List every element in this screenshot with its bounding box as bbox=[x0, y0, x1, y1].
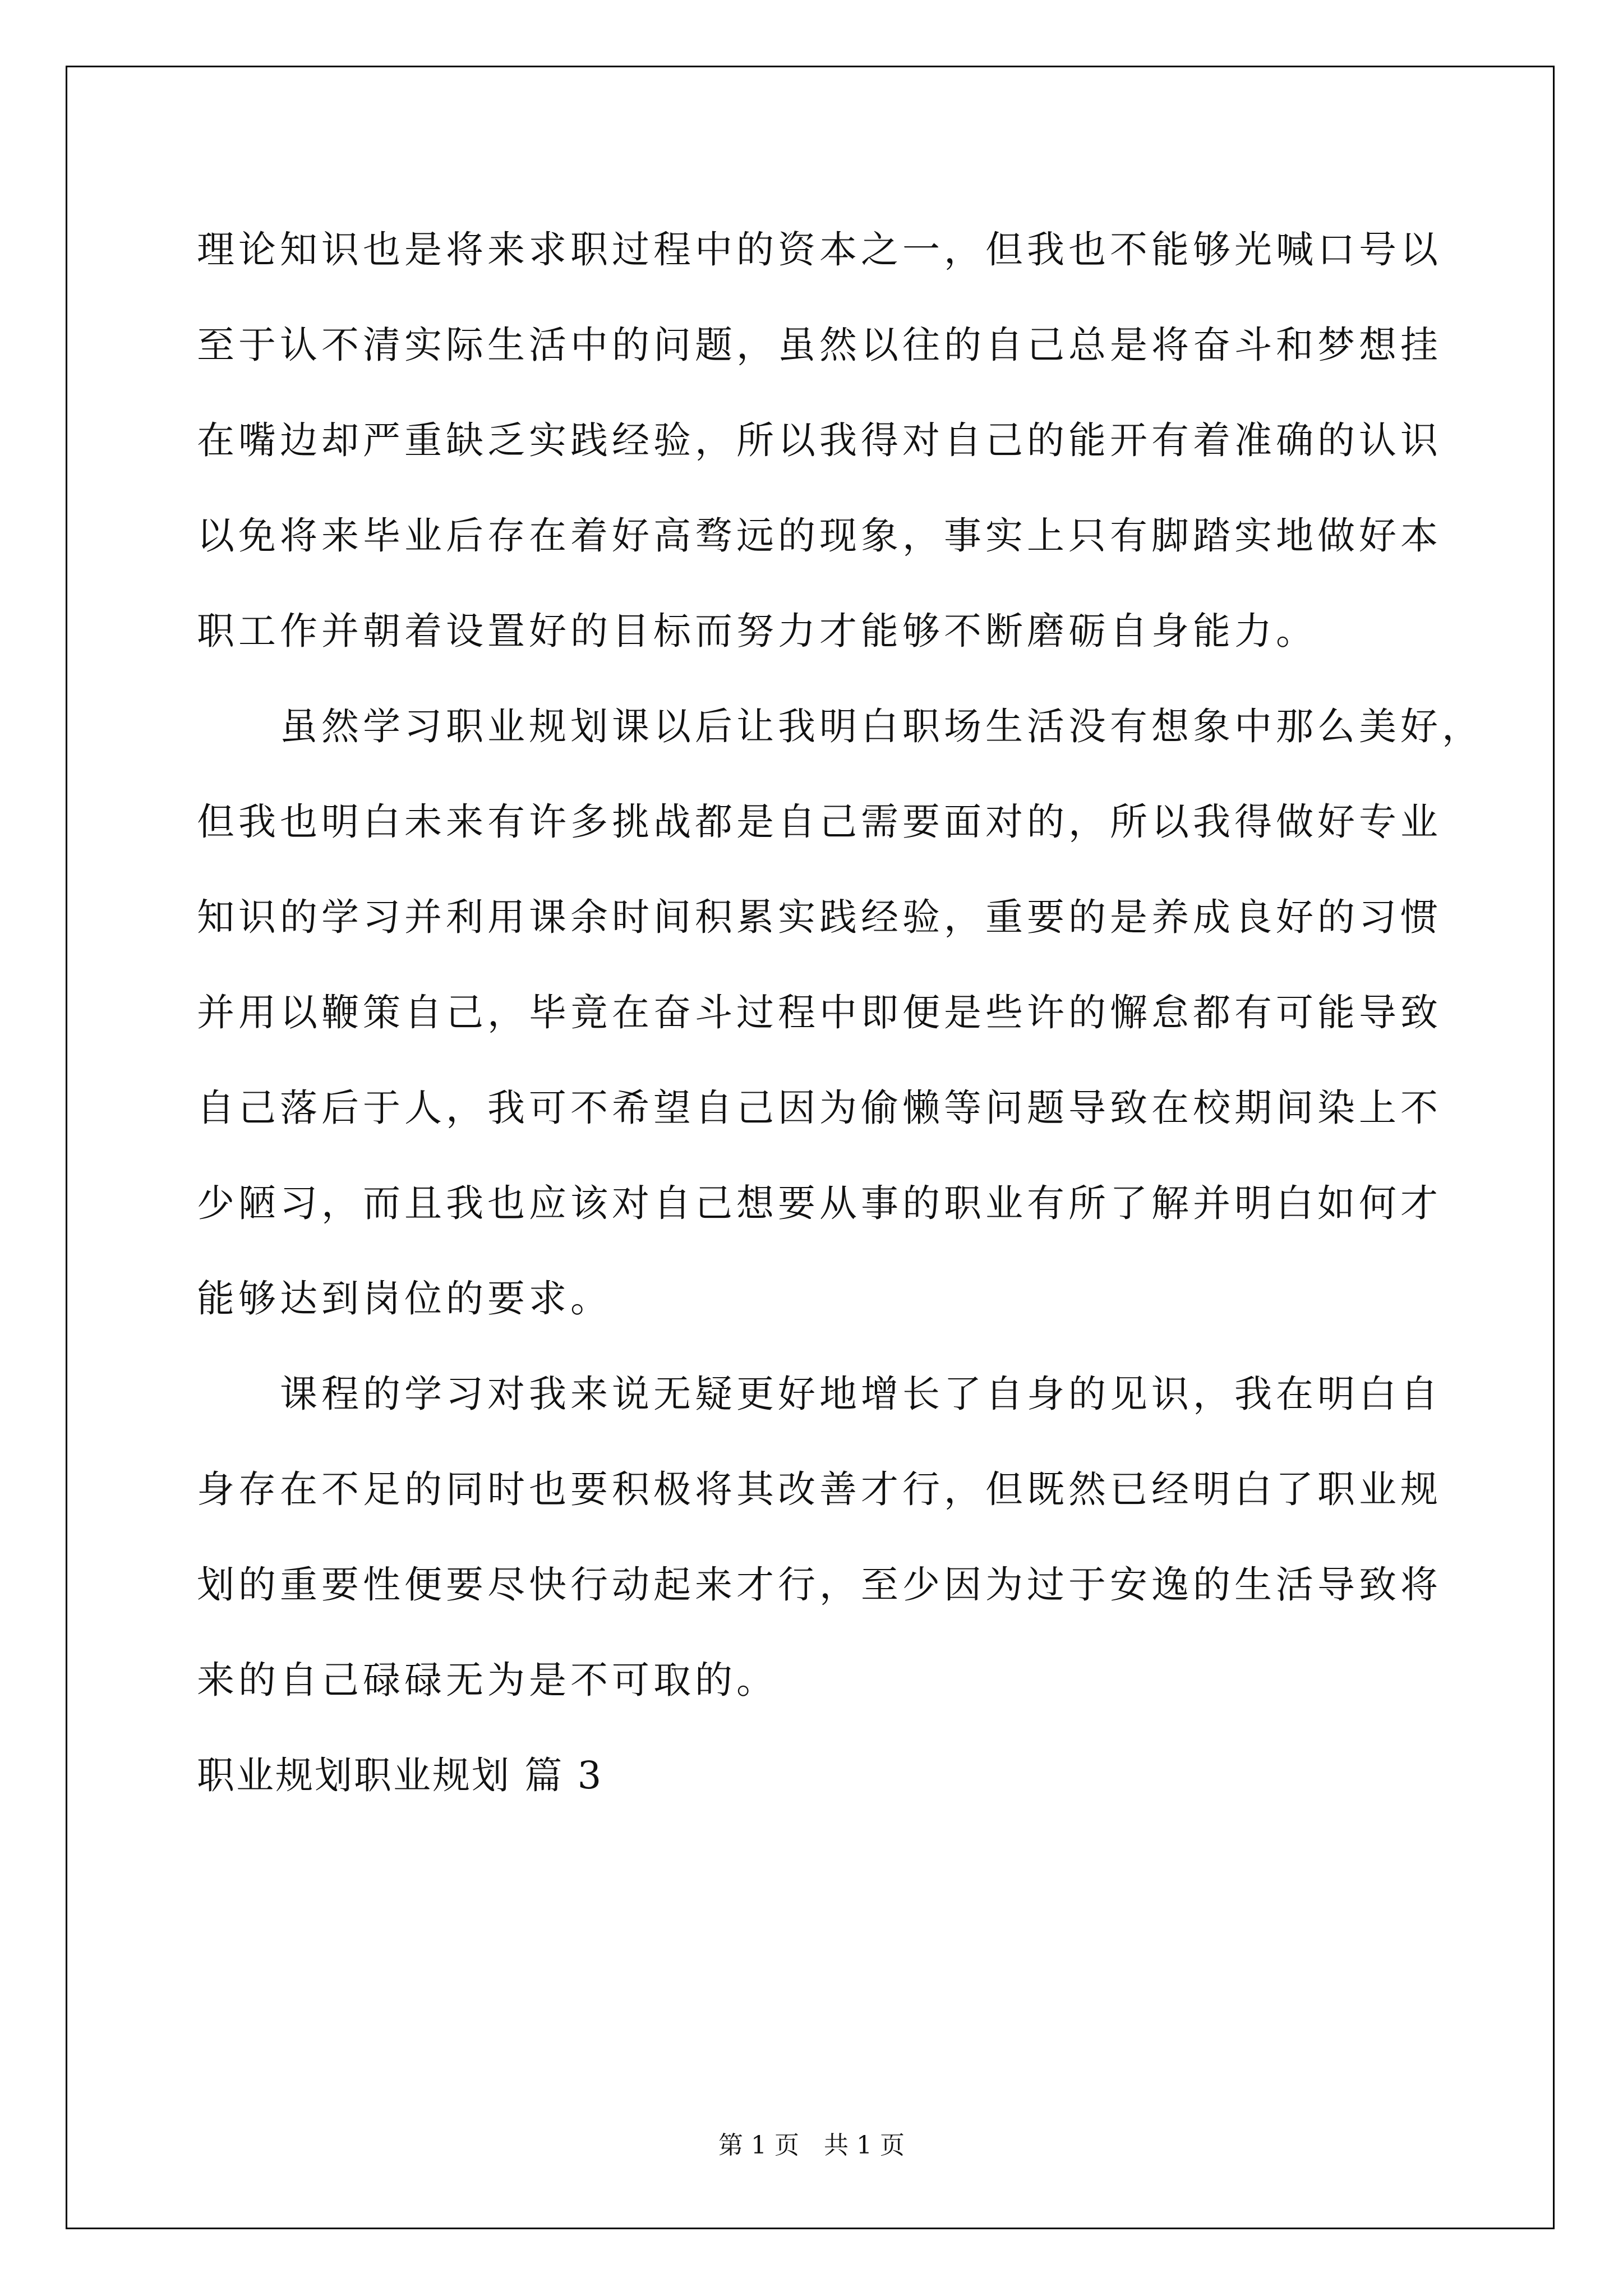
text-line: 在嘴边却严重缺乏实践经验，所以我得对自己的能开有着准确的认识 bbox=[197, 418, 1442, 462]
text-line: 划的重要性便要尽快行动起来才行，至少因为过于安逸的生活导致将 bbox=[197, 1563, 1442, 1607]
text-line: 能够达到岗位的要求。 bbox=[197, 1277, 612, 1320]
text-line: 自己落后于人，我可不希望自己因为偷懒等问题导致在校期间染上不 bbox=[197, 1086, 1442, 1130]
page-footer: 第 1 页 共 1 页 bbox=[718, 2131, 905, 2160]
text-line: 并用以鞭策自己，毕竟在奋斗过程中即便是些许的懈怠都有可能导致 bbox=[197, 991, 1442, 1034]
document-body bbox=[197, 202, 1483, 1823]
paragraph-2 bbox=[197, 679, 1483, 1346]
text-line: 但我也明白未来有许多挑战都是自己需要面对的，所以我得做好专业 bbox=[197, 800, 1442, 844]
text-line: 来的自己碌碌无为是不可取的。 bbox=[197, 1658, 778, 1702]
text-line: 少陋习，而且我也应该对自己想要从事的职业有所了解并明白如何才 bbox=[197, 1181, 1442, 1225]
section-heading: 职业规划职业规划 篇 3 bbox=[197, 1754, 603, 1797]
text-line: 课程的学习对我来说无疑更好地增长了自身的见识，我在明白自 bbox=[280, 1372, 1442, 1416]
paragraph-3 bbox=[197, 1346, 1447, 1728]
text-line: 知识的学习并利用课余时间积累实践经验，重要的是养成良好的习惯 bbox=[197, 895, 1442, 939]
text-line: 虽然学习职业规划课以后让我明白职场生活没有想象中那么美好， bbox=[280, 705, 1483, 748]
text-line: 至于认不清实际生活中的问题，虽然以往的自己总是将奋斗和梦想挂 bbox=[197, 323, 1442, 367]
text-line: 理论知识也是将来求职过程中的资本之一，但我也不能够光喊口号以 bbox=[197, 228, 1442, 272]
text-line: 身存在不足的同时也要积极将其改善才行，但既然已经明白了职业规 bbox=[197, 1467, 1442, 1511]
text-line: 职工作并朝着设置好的目标而努力才能够不断磨砺自身能力。 bbox=[197, 609, 1317, 653]
paragraph-1 bbox=[197, 202, 1447, 679]
text-line: 以免将来毕业后存在着好高骛远的现象，事实上只有脚踏实地做好本 bbox=[197, 514, 1442, 558]
